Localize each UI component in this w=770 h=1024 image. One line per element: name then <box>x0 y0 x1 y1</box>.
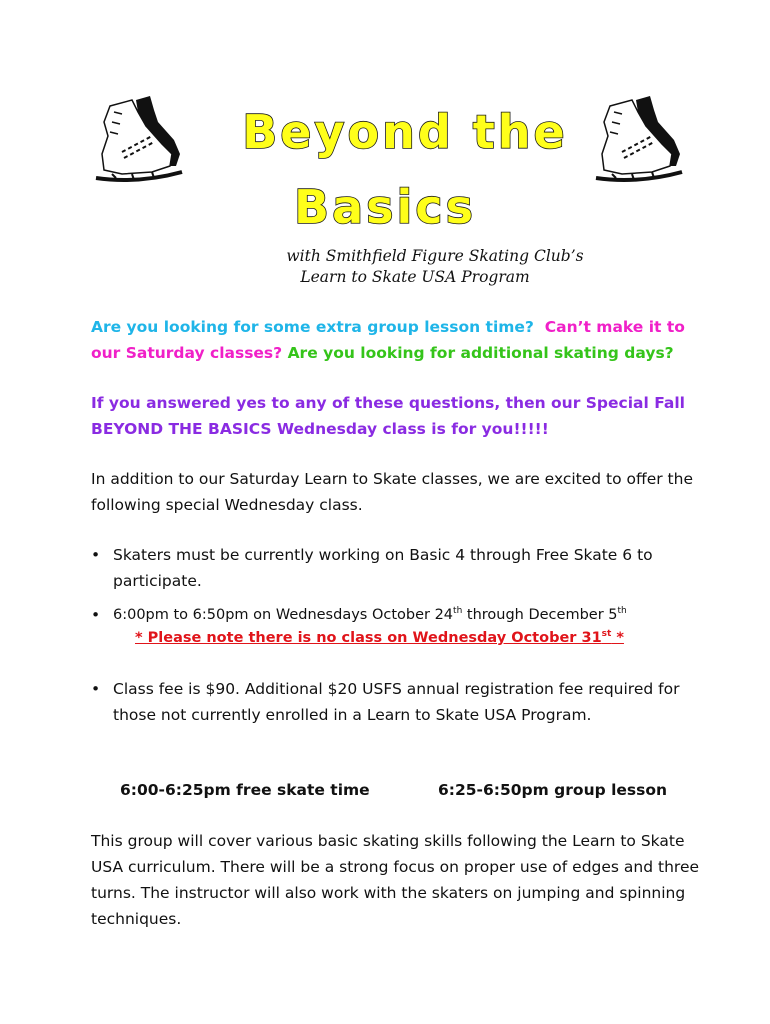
note-sup: st <box>601 629 612 640</box>
dates-sup-2: th <box>617 606 627 617</box>
subtitle-line-1: with Smithfield Figure Skating Club’s <box>286 247 584 265</box>
dates-text-1: 6:00pm to 6:50pm on Wednesdays October 24 <box>113 607 454 623</box>
note-text-1: * Please note there is no class on Wednesday October 31 <box>135 630 602 646</box>
dates-sup-1: th <box>453 606 463 617</box>
subtitle-line-2: Learn to Skate USA Program <box>300 268 530 286</box>
free-skate-time: 6:00-6:25pm free skate time <box>120 781 370 799</box>
note-text-2: * <box>611 630 624 646</box>
closing-paragraph: This group will cover various basic skating skills following the Learn to Skate USA curriculum. There will be a strong focus on proper use of edges and three turns. The instructor will also work with the skaters on jumping and spinning techniques. <box>91 832 700 928</box>
question-3: Are you looking for additional skating days? <box>287 344 674 362</box>
bullet-text: Class fee is $90. Additional $20 USFS annual registration fee required for those not currently enrolled in a Learn to Skate USA Program. <box>113 680 680 724</box>
question-1: Are you looking for some extra group lesson time? <box>91 318 534 336</box>
bullet-icon: • <box>91 680 101 698</box>
bullet-icon: • <box>91 606 101 624</box>
no-class-note <box>135 627 624 649</box>
group-lesson-time: 6:25-6:50pm group lesson <box>438 781 668 799</box>
yes-paragraph: If you answered yes to any of these questions, then our Special Fall BEYOND THE BASICS Wednesday class is for you!!!!! <box>91 394 685 438</box>
dates-text-2: through December 5 <box>462 607 618 623</box>
bullet-text <box>113 602 683 628</box>
intro-paragraph: In addition to our Saturday Learn to Skate classes, we are excited to offer the following special Wednesday class. <box>91 470 693 514</box>
questions-paragraph <box>91 314 701 366</box>
bullet-icon: • <box>91 546 101 564</box>
question-2: Can’t make it to our Saturday classes? <box>91 318 685 362</box>
title-line-2: Basics <box>294 180 476 234</box>
title-line-1: Beyond the <box>242 105 568 159</box>
bullet-text: Skaters must be currently working on Basic 4 through Free Skate 6 to participate. <box>113 546 653 590</box>
